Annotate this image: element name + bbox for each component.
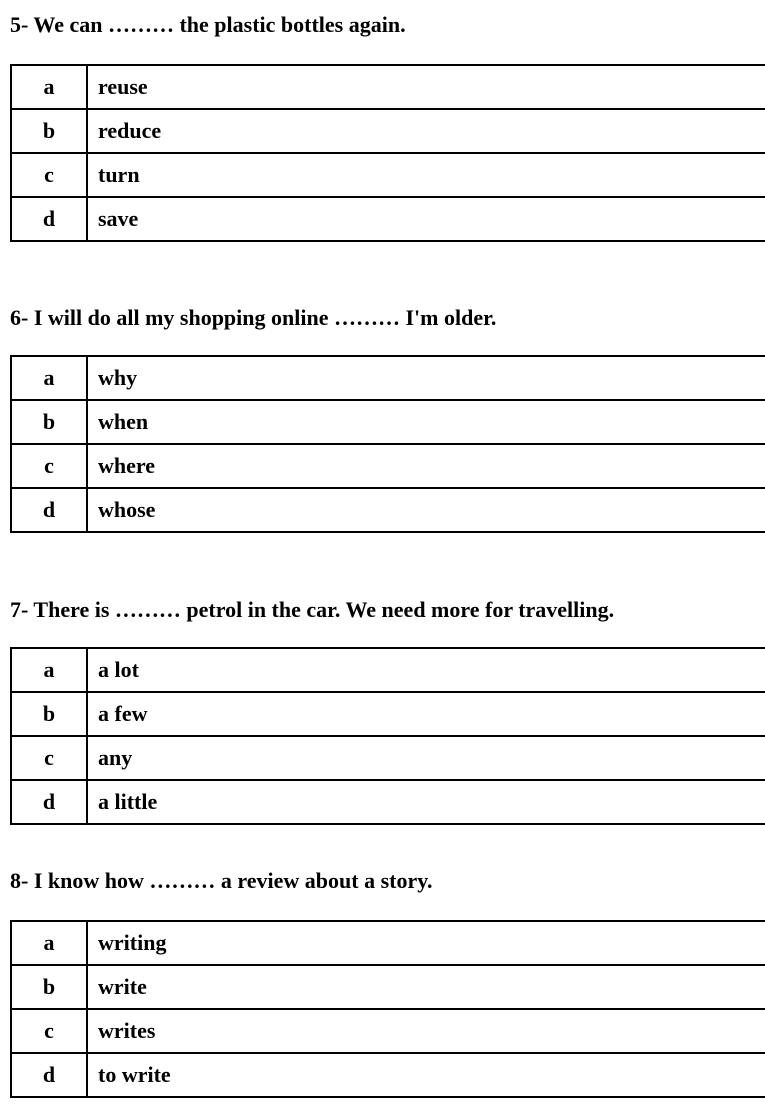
option-row[interactable] [11,1053,765,1097]
option-text: write [87,965,765,1009]
option-letter: a [11,921,87,965]
option-letter: d [11,1053,87,1097]
question-7-options-table [10,647,765,825]
question-8-text: 8- I know how ……… a review about a story. [10,868,433,893]
option-text: turn [87,153,765,197]
option-row[interactable] [11,965,765,1009]
option-row[interactable] [11,65,765,109]
option-letter: c [11,153,87,197]
option-letter: b [11,400,87,444]
option-text: reduce [87,109,765,153]
option-letter: a [11,65,87,109]
option-row[interactable] [11,692,765,736]
option-row[interactable] [11,153,765,197]
option-text: when [87,400,765,444]
option-letter: c [11,1009,87,1053]
option-row[interactable] [11,736,765,780]
option-row[interactable] [11,780,765,824]
option-letter: d [11,197,87,241]
option-letter: b [11,692,87,736]
option-text: writing [87,921,765,965]
option-letter: a [11,356,87,400]
question-5-text: 5- We can ……… the plastic bottles again. [10,12,406,37]
option-letter: c [11,736,87,780]
question-7-text: 7- There is ……… petrol in the car. We need more for travelling. [10,597,615,622]
option-row[interactable] [11,444,765,488]
option-text: why [87,356,765,400]
option-text: a few [87,692,765,736]
option-row[interactable] [11,921,765,965]
option-letter: a [11,648,87,692]
option-row[interactable] [11,1009,765,1053]
option-row[interactable] [11,400,765,444]
option-letter: c [11,444,87,488]
option-letter: d [11,780,87,824]
option-letter: d [11,488,87,532]
option-row[interactable] [11,197,765,241]
question-8-options-table [10,920,765,1098]
option-row[interactable] [11,109,765,153]
option-text: a little [87,780,765,824]
question-5-options-table [10,64,765,242]
option-text: reuse [87,65,765,109]
option-text: any [87,736,765,780]
option-row[interactable] [11,648,765,692]
question-6-options-table [10,355,765,533]
option-text: whose [87,488,765,532]
option-letter: b [11,109,87,153]
option-letter: b [11,965,87,1009]
option-text: a lot [87,648,765,692]
option-row[interactable] [11,356,765,400]
option-text: where [87,444,765,488]
option-row[interactable] [11,488,765,532]
question-6-text: 6- I will do all my shopping online ……… I'm older. [10,305,497,330]
option-text: to write [87,1053,765,1097]
option-text: writes [87,1009,765,1053]
option-text: save [87,197,765,241]
